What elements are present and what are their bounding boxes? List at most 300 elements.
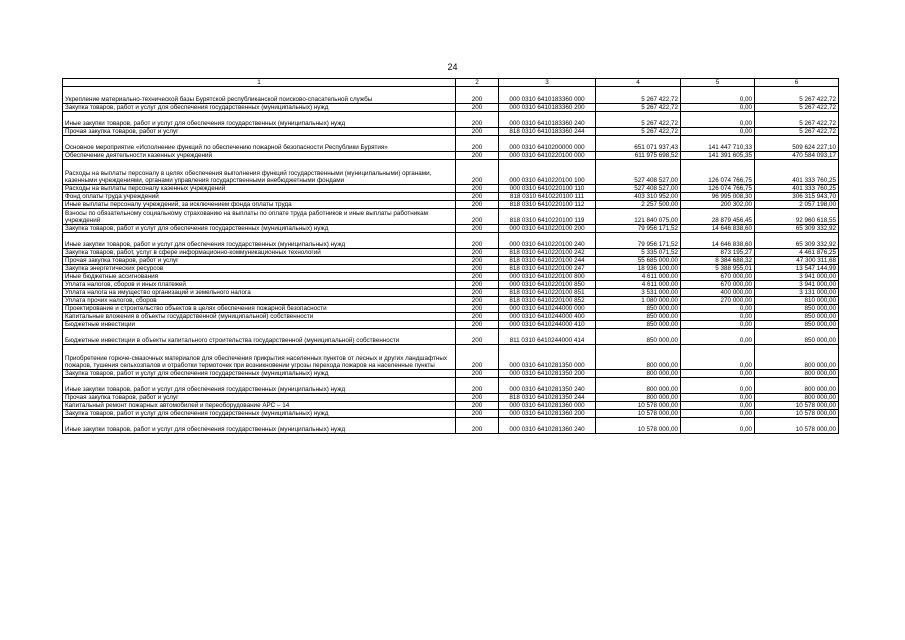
table-row <box>63 201 839 209</box>
row-kbk-text: 000 0310 6410220100 850 <box>509 281 585 288</box>
row-name-text: Взносы по обязательному социальному страхованию на выплаты по оплате труда работников и иные выплаты работникам учреждений <box>65 210 428 224</box>
table-row <box>63 152 839 160</box>
row-plan-text: 527 408 527,00 <box>634 185 678 192</box>
row-executed-text: 0,00 <box>739 362 752 369</box>
row-kbk-text: 818 0310 6410220100 247 <box>509 265 585 272</box>
row-kbk-cell <box>499 313 596 321</box>
row-code-text: 200 <box>471 193 483 200</box>
row-plan-text: 850 000,00 <box>646 305 678 312</box>
row-kbk-text: 811 0310 6410244000 414 <box>509 337 585 344</box>
row-remainder-text: 5 267 422,72 <box>799 96 836 103</box>
row-name-cell <box>63 87 456 104</box>
row-plan-cell <box>596 370 681 378</box>
row-plan-text: 800 000,00 <box>646 394 678 401</box>
row-kbk-text: 000 0310 6410220100 200 <box>509 225 585 232</box>
row-remainder-cell <box>755 104 839 112</box>
row-kbk-text: 818 0310 6410220100 242 <box>509 249 585 256</box>
row-name-text: Иные бюджетные ассигнования <box>65 273 159 280</box>
table-row <box>63 345 839 370</box>
row-name-text: Расходы на выплаты персоналу в целях обеспечения выполнения функций государственными (муниципальными) органами, казенными учреждениями, органами управления государственными внебюджетными фондами <box>65 170 432 184</box>
row-plan-text: 611 975 698,52 <box>634 152 678 159</box>
row-remainder-cell <box>755 305 839 313</box>
row-plan-cell <box>596 265 681 273</box>
row-code-text: 200 <box>471 177 483 184</box>
row-name-cell <box>63 249 456 257</box>
row-kbk-cell <box>499 201 596 209</box>
row-code-cell <box>456 160 499 185</box>
row-executed-cell <box>681 289 755 297</box>
row-executed-text: 200 302,00 <box>720 201 752 208</box>
row-code-text: 200 <box>471 185 483 192</box>
row-code-cell <box>456 257 499 265</box>
row-kbk-text: 000 0310 6410281350 200 <box>509 370 585 377</box>
row-name-text: Уплата налога на имущество организаций и земельного налога <box>65 289 251 296</box>
row-code-text: 200 <box>471 386 483 393</box>
row-remainder-cell <box>755 112 839 128</box>
row-name-text: Уплата прочих налогов, сборов <box>65 297 157 304</box>
row-code-cell <box>456 297 499 305</box>
row-kbk-cell <box>499 370 596 378</box>
column-number-row <box>63 79 839 87</box>
row-code-cell <box>456 136 499 152</box>
row-kbk-cell <box>499 329 596 345</box>
table-row <box>63 87 839 104</box>
row-remainder-text: 306 315 943,70 <box>792 193 836 200</box>
row-executed-cell <box>681 201 755 209</box>
row-name-text: Закупка товаров, работ и услуг для обеспечения государственных (муниципальных) нужд <box>65 370 329 377</box>
row-kbk-cell <box>499 185 596 193</box>
row-executed-text: 5 388 955,01 <box>715 265 752 272</box>
row-remainder-cell <box>755 136 839 152</box>
row-remainder-text: 800 000,00 <box>804 394 836 401</box>
row-kbk-text: 000 0310 6410200000 000 <box>509 144 585 151</box>
row-kbk-cell <box>499 410 596 418</box>
row-executed-cell <box>681 185 755 193</box>
row-plan-text: 850 000,00 <box>646 337 678 344</box>
row-code-cell <box>456 201 499 209</box>
row-remainder-text: 850 000,00 <box>804 313 836 320</box>
table-row <box>63 329 839 345</box>
row-kbk-text: 000 0310 6410281350 000 <box>509 362 585 369</box>
row-remainder-cell <box>755 418 839 434</box>
row-code-cell <box>456 289 499 297</box>
row-code-text: 200 <box>471 249 483 256</box>
table-row <box>63 136 839 152</box>
row-remainder-text: 401 333 760,25 <box>792 177 836 184</box>
row-code-cell <box>456 281 499 289</box>
row-plan-cell <box>596 209 681 225</box>
row-remainder-text: 850 000,00 <box>804 305 836 312</box>
row-plan-text: 651 071 937,43 <box>634 144 678 151</box>
row-plan-text: 79 956 171,52 <box>637 225 678 232</box>
row-remainder-cell <box>755 402 839 410</box>
row-name-text: Закупка товаров, работ и услуг для обеспечения государственных (муниципальных) нужд <box>65 225 329 232</box>
row-kbk-text: 818 0310 6410220100 851 <box>509 289 585 296</box>
table-row <box>63 273 839 281</box>
row-executed-text: 270 000,00 <box>720 297 752 304</box>
row-executed-cell <box>681 297 755 305</box>
row-kbk-text: 818 0310 6410220100 112 <box>509 201 585 208</box>
row-remainder-text: 800 000,00 <box>804 362 836 369</box>
row-code-cell <box>456 402 499 410</box>
row-name-text: Прочая закупка товаров, работ и услуг <box>65 128 179 135</box>
row-name-text: Приобретение горюче-смазочных материалов для обеспечения прикрытия населенных пунктов от лесных и других ландшафтных пожаров, тушения сельхозпалов и отработки термоточек при возникновении угрозы перехода пожаров на населенные пункты <box>65 355 448 369</box>
table-row <box>63 281 839 289</box>
row-plan-cell <box>596 160 681 185</box>
row-plan-text: 850 000,00 <box>646 313 678 320</box>
row-kbk-cell <box>499 418 596 434</box>
row-name-cell <box>63 233 456 249</box>
row-remainder-text: 47 300 311,68 <box>796 257 836 264</box>
row-name-text: Бюджетные инвестиции <box>65 321 135 328</box>
row-executed-cell <box>681 418 755 434</box>
row-name-cell <box>63 185 456 193</box>
row-remainder-text: 3 131 000,00 <box>799 289 836 296</box>
row-executed-text: 28 879 456,45 <box>711 217 752 224</box>
table-row <box>63 128 839 136</box>
row-plan-cell <box>596 394 681 402</box>
table-row <box>63 394 839 402</box>
row-kbk-cell <box>499 87 596 104</box>
row-executed-text: 0,00 <box>739 120 752 127</box>
row-plan-text: 800 000,00 <box>646 386 678 393</box>
column-header: 2 <box>456 79 499 87</box>
row-remainder-cell <box>755 281 839 289</box>
row-executed-text: 0,00 <box>739 394 752 401</box>
row-plan-text: 5 267 422,72 <box>641 96 678 103</box>
row-code-cell <box>456 265 499 273</box>
row-kbk-text: 000 0310 6410281350 240 <box>509 386 585 393</box>
row-name-text: Прочая закупка товаров, работ и услуг <box>65 257 179 264</box>
row-kbk-cell <box>499 378 596 394</box>
row-plan-cell <box>596 249 681 257</box>
row-kbk-cell <box>499 321 596 329</box>
row-executed-text: 0,00 <box>739 104 752 111</box>
row-executed-text: 0,00 <box>739 337 752 344</box>
row-code-cell <box>456 370 499 378</box>
row-code-cell <box>456 378 499 394</box>
row-remainder-cell <box>755 193 839 201</box>
row-kbk-text: 818 0310 6410220100 852 <box>509 297 585 304</box>
row-name-cell <box>63 112 456 128</box>
row-remainder-cell <box>755 233 839 249</box>
row-kbk-text: 000 0310 6410244000 410 <box>509 321 585 328</box>
row-code-cell <box>456 329 499 345</box>
row-kbk-cell <box>499 209 596 225</box>
row-executed-cell <box>681 209 755 225</box>
row-code-cell <box>456 104 499 112</box>
row-remainder-text: 5 267 422,72 <box>799 120 836 127</box>
row-remainder-text: 401 333 760,25 <box>792 185 836 192</box>
row-executed-text: 670 000,00 <box>720 273 752 280</box>
row-kbk-text: 000 0310 6410281360 000 <box>509 402 585 409</box>
row-kbk-cell <box>499 257 596 265</box>
row-remainder-text: 470 584 093,17 <box>792 152 836 159</box>
row-remainder-cell <box>755 128 839 136</box>
table-row <box>63 265 839 273</box>
row-kbk-text: 818 0310 6410220100 119 <box>509 217 585 224</box>
row-remainder-cell <box>755 249 839 257</box>
row-plan-text: 79 956 171,52 <box>637 241 678 248</box>
row-remainder-text: 800 000,00 <box>804 370 836 377</box>
row-executed-text: 0,00 <box>739 386 752 393</box>
row-plan-text: 5 267 422,72 <box>641 120 678 127</box>
row-code-text: 200 <box>471 410 483 417</box>
row-plan-cell <box>596 321 681 329</box>
row-name-cell <box>63 128 456 136</box>
row-code-cell <box>456 418 499 434</box>
row-code-cell <box>456 305 499 313</box>
row-plan-cell <box>596 185 681 193</box>
row-remainder-text: 10 578 000,00 <box>795 426 836 433</box>
row-code-cell <box>456 345 499 370</box>
row-executed-cell <box>681 370 755 378</box>
row-remainder-cell <box>755 329 839 345</box>
row-executed-cell <box>681 281 755 289</box>
table-row <box>63 418 839 434</box>
row-remainder-text: 2 057 198,00 <box>799 201 836 208</box>
row-name-cell <box>63 370 456 378</box>
row-executed-text: 0,00 <box>739 128 752 135</box>
row-code-text: 200 <box>471 217 483 224</box>
row-remainder-text: 509 624 227,10 <box>792 144 836 151</box>
row-executed-cell <box>681 160 755 185</box>
row-name-cell <box>63 201 456 209</box>
row-plan-cell <box>596 329 681 345</box>
table-row <box>63 370 839 378</box>
column-header: 5 <box>681 79 755 87</box>
row-executed-cell <box>681 249 755 257</box>
table-row <box>63 378 839 394</box>
table-body <box>63 87 839 434</box>
row-name-text: Закупка товаров, работ и услуг для обеспечения государственных (муниципальных) нужд <box>65 410 329 417</box>
row-kbk-text: 000 0310 6410183360 240 <box>509 120 585 127</box>
row-remainder-text: 800 000,00 <box>804 386 836 393</box>
row-name-text: Иные выплаты персоналу учреждений, за исключением фонда оплаты труда <box>65 201 292 208</box>
row-kbk-cell <box>499 225 596 233</box>
row-remainder-cell <box>755 225 839 233</box>
row-executed-cell <box>681 136 755 152</box>
row-plan-cell <box>596 289 681 297</box>
row-code-text: 200 <box>471 104 483 111</box>
row-kbk-cell <box>499 394 596 402</box>
row-kbk-cell <box>499 402 596 410</box>
row-code-text: 200 <box>471 297 483 304</box>
row-remainder-cell <box>755 185 839 193</box>
row-executed-cell <box>681 152 755 160</box>
row-name-cell <box>63 329 456 345</box>
row-kbk-text: 000 0310 6410281360 200 <box>509 410 585 417</box>
table-row <box>63 112 839 128</box>
row-plan-text: 5 267 422,72 <box>641 128 678 135</box>
row-name-cell <box>63 160 456 185</box>
row-executed-cell <box>681 345 755 370</box>
row-remainder-cell <box>755 87 839 104</box>
row-executed-cell <box>681 394 755 402</box>
row-kbk-text: 818 0310 6410281350 244 <box>509 394 585 401</box>
row-code-text: 200 <box>471 152 483 159</box>
row-name-cell <box>63 289 456 297</box>
row-executed-text: 0,00 <box>739 402 752 409</box>
row-plan-text: 18 936 100,00 <box>637 265 678 272</box>
row-executed-cell <box>681 305 755 313</box>
row-kbk-text: 000 0310 6410244000 000 <box>509 305 585 312</box>
row-code-cell <box>456 112 499 128</box>
row-name-cell <box>63 281 456 289</box>
row-executed-cell <box>681 225 755 233</box>
row-plan-text: 4 611 000,00 <box>641 281 678 288</box>
row-executed-cell <box>681 378 755 394</box>
row-code-cell <box>456 209 499 225</box>
row-name-text: Проектирование и строительство объектов в целях обеспечения пожарной безопасности <box>65 305 327 312</box>
row-name-text: Закупка энергетических ресурсов <box>65 265 164 272</box>
table-row <box>63 402 839 410</box>
row-kbk-text: 000 0310 6410281360 240 <box>509 426 585 433</box>
row-plan-text: 4 611 000,00 <box>641 273 678 280</box>
row-code-cell <box>456 249 499 257</box>
row-code-cell <box>456 193 499 201</box>
table-row <box>63 185 839 193</box>
column-header: 3 <box>499 79 596 87</box>
row-plan-cell <box>596 378 681 394</box>
row-kbk-cell <box>499 136 596 152</box>
row-executed-text: 0,00 <box>739 426 752 433</box>
row-code-text: 200 <box>471 96 483 103</box>
row-kbk-text: 000 0310 6410220100 110 <box>509 185 585 192</box>
row-executed-text: 14 646 838,60 <box>711 225 752 232</box>
column-header: 1 <box>63 79 456 87</box>
row-plan-cell <box>596 225 681 233</box>
row-plan-text: 2 257 500,00 <box>641 201 678 208</box>
row-name-text: Иные закупки товаров, работ и услуг для обеспечения государственных (муниципальных) нужд <box>65 426 346 433</box>
row-kbk-text: 000 0310 6410220100 100 <box>509 177 585 184</box>
row-code-text: 200 <box>471 394 483 401</box>
row-kbk-text: 000 0310 6410183360 200 <box>509 104 585 111</box>
row-executed-cell <box>681 87 755 104</box>
row-executed-text: 126 074 766,75 <box>708 185 752 192</box>
row-remainder-cell <box>755 378 839 394</box>
row-plan-cell <box>596 273 681 281</box>
row-code-text: 200 <box>471 321 483 328</box>
row-plan-text: 55 685 000,00 <box>637 257 678 264</box>
row-code-text: 200 <box>471 362 483 369</box>
row-kbk-text: 000 0310 6410220100 800 <box>509 273 585 280</box>
row-name-cell <box>63 273 456 281</box>
row-code-cell <box>456 321 499 329</box>
row-executed-cell <box>681 410 755 418</box>
row-plan-cell <box>596 112 681 128</box>
row-plan-text: 403 310 952,00 <box>634 193 678 200</box>
row-executed-text: 96 995 008,30 <box>711 193 752 200</box>
row-name-cell <box>63 193 456 201</box>
row-executed-cell <box>681 112 755 128</box>
row-executed-text: 0,00 <box>739 321 752 328</box>
row-name-cell <box>63 418 456 434</box>
row-kbk-cell <box>499 160 596 185</box>
row-executed-cell <box>681 128 755 136</box>
row-kbk-cell <box>499 281 596 289</box>
row-remainder-cell <box>755 201 839 209</box>
row-name-cell <box>63 402 456 410</box>
row-name-text: Закупка товаров, работ, услуг в сфере информационно-коммуникационных технологий <box>65 249 321 256</box>
row-executed-text: 0,00 <box>739 305 752 312</box>
row-remainder-cell <box>755 257 839 265</box>
row-name-cell <box>63 305 456 313</box>
row-remainder-text: 13 547 144,99 <box>795 265 836 272</box>
row-plan-cell <box>596 233 681 249</box>
row-remainder-cell <box>755 394 839 402</box>
row-executed-text: 141 391 605,35 <box>708 152 752 159</box>
row-kbk-text: 000 0310 6410244000 400 <box>509 313 585 320</box>
row-plan-cell <box>596 201 681 209</box>
row-code-text: 200 <box>471 257 483 264</box>
row-plan-text: 121 840 075,00 <box>634 217 678 224</box>
row-kbk-cell <box>499 273 596 281</box>
row-remainder-cell <box>755 209 839 225</box>
table-row <box>63 209 839 225</box>
row-plan-cell <box>596 257 681 265</box>
row-name-text: Иные закупки товаров, работ и услуг для обеспечения государственных (муниципальных) нужд <box>65 386 346 393</box>
table-row <box>63 160 839 185</box>
row-remainder-text: 65 309 332,92 <box>795 241 836 248</box>
row-remainder-cell <box>755 297 839 305</box>
row-remainder-cell <box>755 289 839 297</box>
row-executed-text: 126 074 766,75 <box>708 177 752 184</box>
row-name-text: Расходы на выплаты персоналу казенных учреждений <box>65 185 226 192</box>
row-name-text: Капитальные вложения в объекты государственной (муниципальной) собственности <box>65 313 314 320</box>
row-name-text: Капитальный ремонт пожарных автомобилей и переоборудование АРС – 14 <box>65 402 290 409</box>
row-remainder-cell <box>755 370 839 378</box>
row-remainder-cell <box>755 265 839 273</box>
row-executed-cell <box>681 321 755 329</box>
row-code-cell <box>456 273 499 281</box>
row-executed-text: 0,00 <box>739 410 752 417</box>
row-kbk-cell <box>499 249 596 257</box>
row-code-text: 200 <box>471 426 483 433</box>
row-name-text: Укрепление материально-технической базы Бурятской республиканской поисково-спасательной службы <box>65 96 373 103</box>
table-row <box>63 297 839 305</box>
row-code-text: 200 <box>471 289 483 296</box>
row-kbk-text: 000 0310 6410220100 240 <box>509 241 585 248</box>
row-plan-cell <box>596 104 681 112</box>
row-plan-text: 1 080 000,00 <box>641 297 678 304</box>
row-kbk-cell <box>499 152 596 160</box>
row-executed-text: 0,00 <box>739 313 752 320</box>
row-code-text: 200 <box>471 201 483 208</box>
row-executed-text: 0,00 <box>739 370 752 377</box>
row-kbk-cell <box>499 233 596 249</box>
row-code-text: 200 <box>471 370 483 377</box>
row-code-text: 200 <box>471 305 483 312</box>
row-code-text: 200 <box>471 281 483 288</box>
table-row <box>63 289 839 297</box>
row-plan-cell <box>596 152 681 160</box>
row-name-cell <box>63 345 456 370</box>
row-name-cell <box>63 104 456 112</box>
row-kbk-cell <box>499 265 596 273</box>
row-remainder-text: 4 461 876,25 <box>799 249 836 256</box>
table-row <box>63 233 839 249</box>
row-name-text: Обеспечение деятельности казенных учреждений <box>65 152 213 159</box>
column-header: 6 <box>755 79 839 87</box>
row-plan-cell <box>596 128 681 136</box>
row-plan-cell <box>596 136 681 152</box>
row-remainder-text: 3 941 000,00 <box>799 273 836 280</box>
row-kbk-cell <box>499 297 596 305</box>
row-code-text: 200 <box>471 402 483 409</box>
row-remainder-text: 65 309 332,92 <box>795 225 836 232</box>
row-executed-text: 873 195,27 <box>720 249 752 256</box>
